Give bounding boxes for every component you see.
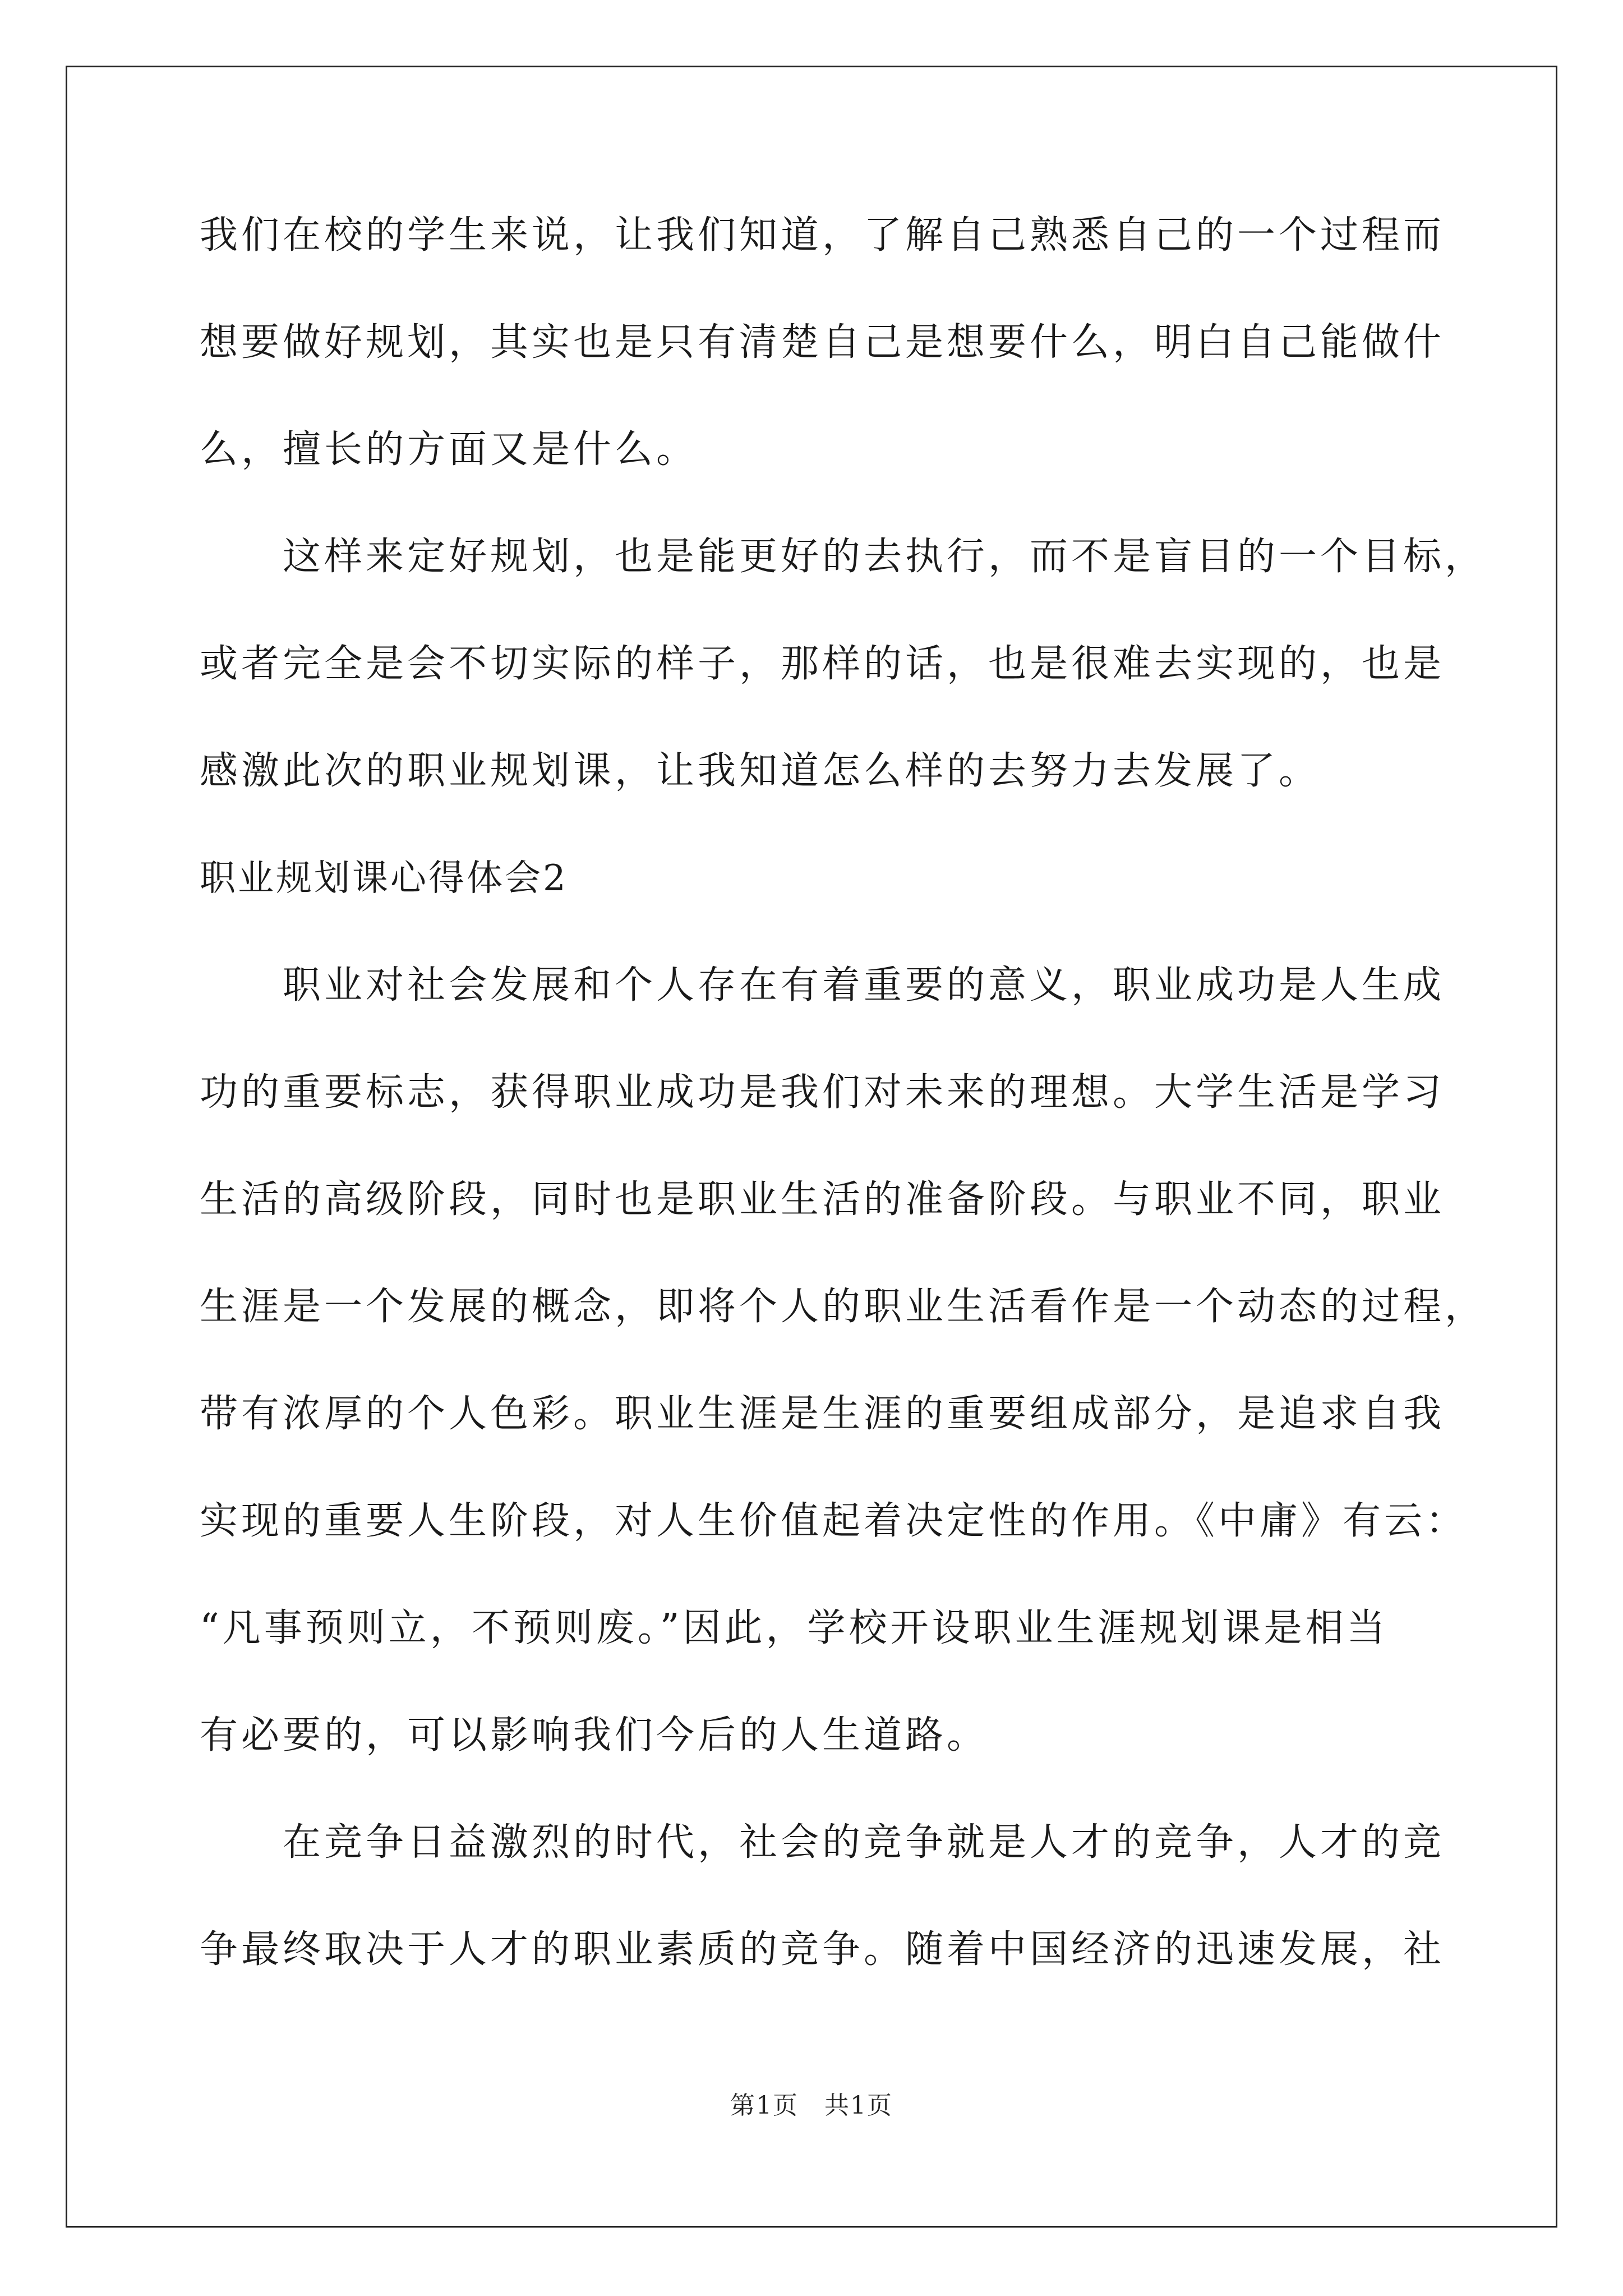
text-line: 或者完全是会不切实际的样子，那样的话，也是很难去实现的，也是 <box>200 642 1445 686</box>
paragraph-start-line: 在竞争日益激烈的时代，社会的竞争就是人才的竞争，人才的竞 <box>283 1820 1445 1865</box>
text-line: 么，擅长的方面又是什么。 <box>200 427 698 472</box>
paragraph-start-line: 职业对社会发展和个人存在有着重要的意义，职业成功是人生成 <box>283 963 1445 1007</box>
text-line: 争最终取决于人才的职业素质的竞争。随着中国经济的迅速发展，社 <box>200 1927 1445 1972</box>
text-line: 感激此次的职业规划课，让我知道怎么样的去努力去发展了。 <box>200 749 1321 793</box>
text-line: 实现的重要人生阶段，对人生价值起着决定性的作用。《中庸》有云： <box>200 1499 1468 1543</box>
text-line: “凡事预则立，不预则废。”因此，学校开设职业生涯规划课是相当 <box>200 1606 1389 1650</box>
text-line: 想要做好规划，其实也是只有清楚自己是想要什么，明白自己能做什 <box>200 320 1445 365</box>
section-heading: 职业规划课心得体会2 <box>200 858 568 899</box>
text-line: 带有浓厚的个人色彩。职业生涯是生涯的重要组成部分，是追求自我 <box>200 1392 1445 1436</box>
text-line: 有必要的，可以影响我们今后的人生道路。 <box>200 1713 989 1757</box>
paragraph-start-line: 这样来定好规划，也是能更好的去执行，而不是盲目的一个目标， <box>283 535 1487 579</box>
text-line: 我们在校的学生来说，让我们知道，了解自己熟悉自己的一个过程而 <box>200 213 1445 257</box>
page-number-footer: 第1页 共1页 <box>730 2091 893 2120</box>
text-line: 生活的高级阶段，同时也是职业生活的准备阶段。与职业不同，职业 <box>200 1177 1445 1222</box>
document-body <box>200 213 1487 2035</box>
text-line: 功的重要标志，获得职业成功是我们对未来的理想。大学生活是学习 <box>200 1070 1445 1115</box>
text-line: 生涯是一个发展的概念，即将个人的职业生活看作是一个动态的过程， <box>200 1285 1487 1329</box>
